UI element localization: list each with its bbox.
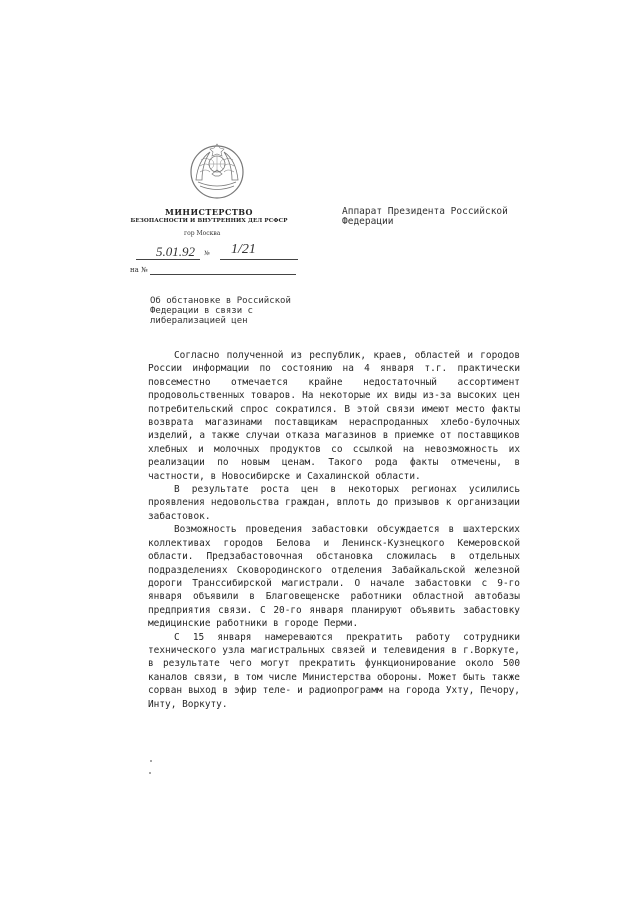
addressee: Аппарат Президента Российской Федерации — [342, 206, 508, 227]
ministry-name — [116, 207, 302, 225]
document-number: 1/21 — [231, 242, 256, 257]
document-date: 5.01.92 — [156, 244, 195, 259]
ministry-line-1: МИНИСТЕРСТВО — [164, 207, 253, 217]
paper-speck — [149, 772, 151, 774]
date-number-line — [136, 244, 300, 262]
paragraph-4: С 15 января намереваются прекратить работу сотрудники технического узла магистральных связей и телевидения в г.Воркуте, в результате чего могут прекратить функционирование около 500 каналов связи, в том числе Министерства обороны. Может быть также сорван выход в эфир теле- и радиопрограмм на города Ухту, Печору, Инту, Воркуту. — [148, 631, 520, 710]
city-label: гор Москва — [184, 230, 221, 237]
paper-speck — [150, 760, 152, 762]
state-emblem-icon — [188, 142, 246, 200]
number-label: № — [204, 250, 210, 257]
paragraph-3: Возможность проведения забастовки обсуждается в шахтерских коллективах городов Белова и Ленинск-Кузнецкого Кемеровской области. Предзабастовочная обстановка сложилась в отдельных подразделениях Сковородинского отделения Забайкальской железной дороги Транссибирской магистрали. О начале забастовки с 9-го января объявили в Благовещенске работники областной автобазы предприятия связи. С 20-го января планируют объявить забастовку медицинские работники в городе Перми. — [148, 524, 520, 630]
date-rule — [136, 259, 200, 260]
reference-rule — [150, 274, 296, 275]
reference-label: на № — [130, 266, 148, 274]
paragraph-1: Согласно полученной из республик, краев, областей и городов России информации по состоянию на 4 января т.г. практически повсеместно отмечается крайне недостаточный ассортимент продовольственных товаров. На некоторые их виды из-за высоких цен потребительский спрос сократился. В этой связи имеют место факты возврата магазинами поставщикам нераспроданных хлебо-булочных изделий, а также случаи отказа магазинов в приемке от поставщиков хлебных и молочных продуктов со ссылкой на невозможность их реализации по новым ценам. Такого рода факты отмечены, в частности, в Новосибирске и Сахалинской области. — [148, 350, 520, 482]
paragraph-2: В результате роста цен в некоторых регионах усилились проявления недовольства граждан, вплоть до призывов к организации забастовок. — [148, 484, 520, 522]
reference-line — [130, 266, 300, 278]
letter-body — [148, 349, 520, 711]
ministry-line-2: БЕЗОПАСНОСТИ И ВНУТРЕННИХ ДЕЛ РСФСР — [130, 218, 288, 224]
subject-line: Об обстановке в Российской Федерации в связи с либерализацией цен — [150, 296, 291, 326]
number-rule — [220, 259, 298, 260]
